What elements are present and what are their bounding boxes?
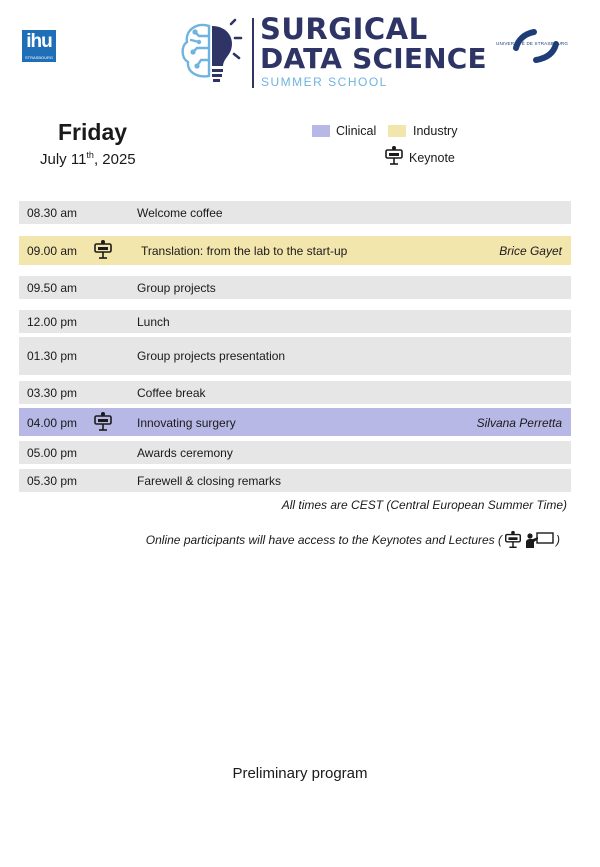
day-name: Friday (58, 119, 128, 145)
row-title: Farewell & closing remarks (137, 474, 282, 488)
schedule-row-8 (19, 441, 571, 464)
legend-keynote-label: Keynote (409, 151, 455, 165)
schedule-row-5 (19, 337, 571, 375)
legend-clinical-swatch (312, 125, 330, 137)
schedule-row-1 (19, 201, 571, 224)
row-time: 05.30 pm (27, 474, 78, 488)
row-title: Innovating surgery (137, 416, 236, 430)
legend-industry-swatch (388, 125, 406, 137)
row-time: 08.30 am (27, 206, 78, 220)
row-title: Group projects presentation (137, 349, 286, 363)
row-time: 04.00 pm (27, 416, 78, 430)
ihu-logo (22, 30, 56, 62)
legend-clinical-label: Clinical (336, 124, 377, 138)
row-speaker: Brice Gayet (499, 244, 562, 258)
row-title: Coffee break (137, 386, 206, 400)
online-note-text: Online participants will have access to the Keynotes and Lectures ( (145, 533, 502, 547)
row-time: 09.00 am (27, 244, 78, 258)
schedule-row-2 (19, 236, 571, 265)
row-speaker: Silvana Perretta (476, 416, 562, 430)
row-title: Welcome coffee (137, 206, 223, 220)
brain-bulb-icon (179, 18, 243, 84)
online-note-suffix: ) (556, 533, 560, 547)
row-title: Awards ceremony (137, 446, 233, 460)
day-date (40, 150, 136, 168)
timezone-note: All times are CEST (Central European Summer Time) (281, 498, 567, 512)
unistra-logo-text: UNIVERSITÉ DE STRASBOURG (496, 41, 569, 46)
row-time: 03.30 pm (27, 386, 78, 400)
keynote-podium-icon (92, 411, 114, 433)
schedule-row-4 (19, 310, 571, 333)
logo-divider (252, 18, 254, 88)
keynote-podium-icon (92, 239, 114, 261)
row-time: 12.00 pm (27, 315, 78, 329)
ihu-logo-text: ihu (26, 31, 52, 52)
row-title: Group projects (137, 281, 216, 295)
day-date-sup: th (86, 150, 94, 160)
legend-industry-label: Industry (413, 124, 458, 138)
online-access-note (146, 530, 560, 550)
row-time: 09.50 am (27, 281, 78, 295)
ihu-logo-subtext: STRASBOURG (24, 55, 53, 60)
schedule-row-9 (19, 469, 571, 492)
keynote-podium-icon (503, 530, 523, 550)
row-title: Translation: from the lab to the start-up (141, 244, 348, 258)
schedule-row-6 (19, 381, 571, 404)
row-time: 05.00 pm (27, 446, 78, 460)
sds-title-line2: DATA SCIENCE (260, 42, 487, 75)
row-time: 01.30 pm (27, 349, 78, 363)
unistra-logo-icon (494, 28, 576, 64)
schedule-row-7 (19, 408, 571, 436)
sds-subtitle: SUMMER SCHOOL (261, 75, 388, 89)
sds-title-line1: SURGICAL (260, 12, 428, 46)
keynote-podium-icon (383, 145, 405, 167)
row-title: Lunch (137, 315, 170, 329)
preliminary-program-label: Preliminary program (232, 765, 368, 782)
schedule-row-3 (19, 276, 571, 299)
day-date-suffix: , 2025 (93, 151, 136, 168)
day-date-prefix: July 11 (40, 151, 87, 168)
lecture-board-icon (525, 531, 555, 549)
